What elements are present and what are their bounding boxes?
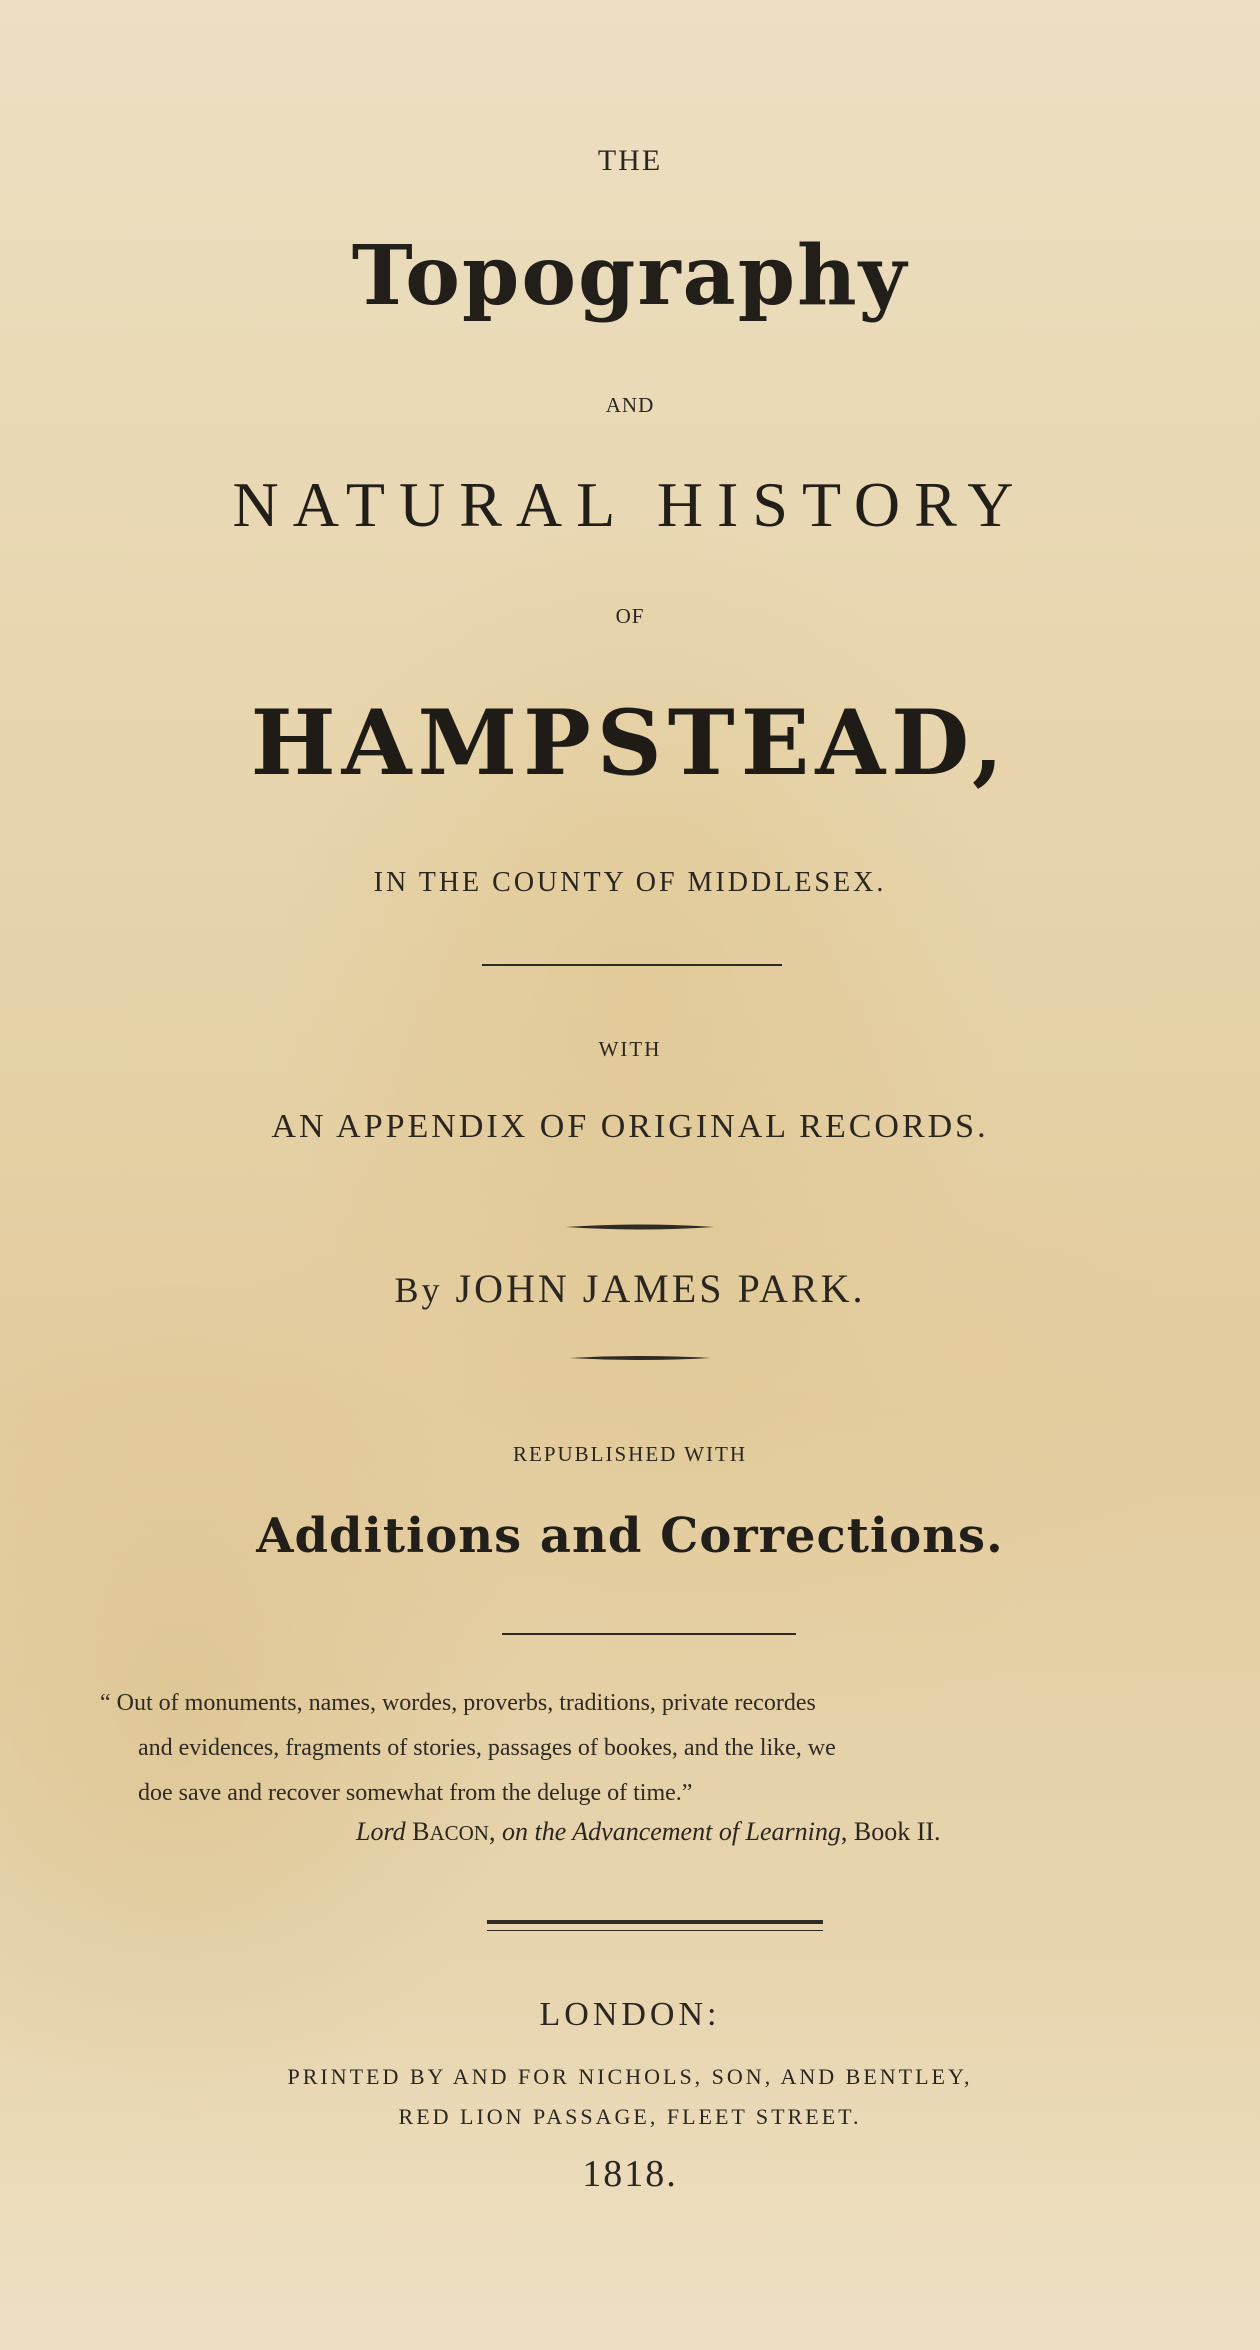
- epigraph-line-1: “ Out of monuments, names, wordes, proverbs, traditions, private recordes: [100, 1690, 816, 1716]
- epigraph-line-3: doe save and recover somewhat from the deluge of time.”: [138, 1780, 693, 1806]
- imprint-address: RED LION PASSAGE, FLEET STREET.: [398, 2104, 862, 2129]
- title-topography: Topography: [351, 228, 909, 324]
- divider-ornament-1: [566, 1224, 714, 1230]
- imprint-city: LONDON:: [539, 1996, 721, 2033]
- title-additions: Additions and Corrections.: [256, 1508, 1004, 1564]
- attribution-lord: Lord: [356, 1817, 406, 1846]
- double-rule-bottom: [487, 1930, 823, 1931]
- author-name: JOHN JAMES PARK.: [455, 1266, 866, 1311]
- title-appendix: AN APPENDIX OF ORIGINAL RECORDS.: [271, 1108, 989, 1145]
- title-author: [0, 1265, 1260, 1312]
- title-natural-history: NATURAL HISTORY: [232, 469, 1028, 540]
- divider-rule-2: [502, 1633, 796, 1635]
- double-rule-top: [487, 1920, 823, 1924]
- title-county: IN THE COUNTY OF MIDDLESEX.: [373, 867, 887, 898]
- title-and: AND: [605, 393, 655, 417]
- divider-ornament-2: [569, 1355, 711, 1361]
- imprint-printer: PRINTED BY AND FOR NICHOLS, SON, AND BENTLEY,: [287, 2064, 973, 2089]
- title-hampstead: HAMPSTEAD,: [250, 690, 1010, 796]
- title-by: By: [394, 1270, 443, 1310]
- title-the: THE: [597, 144, 663, 177]
- divider-rule-1: [482, 964, 782, 966]
- title-republished: REPUBLISHED WITH: [512, 1442, 748, 1466]
- imprint-year: 1818.: [582, 2153, 678, 2195]
- attribution-work: on the Advancement of Learning: [501, 1817, 841, 1846]
- attribution-bacon: BACON: [412, 1817, 489, 1846]
- epigraph-line-2: and evidences, fragments of stories, passages of bookes, and the like, we: [138, 1735, 836, 1761]
- attribution-book: Book II.: [853, 1817, 941, 1846]
- epigraph-quote: [100, 1681, 1180, 1816]
- epigraph-attribution: Lord BACON, on the Advancement of Learning, Book II.: [356, 1817, 941, 1846]
- title-of: OF: [615, 604, 645, 628]
- title-with: WITH: [598, 1037, 662, 1061]
